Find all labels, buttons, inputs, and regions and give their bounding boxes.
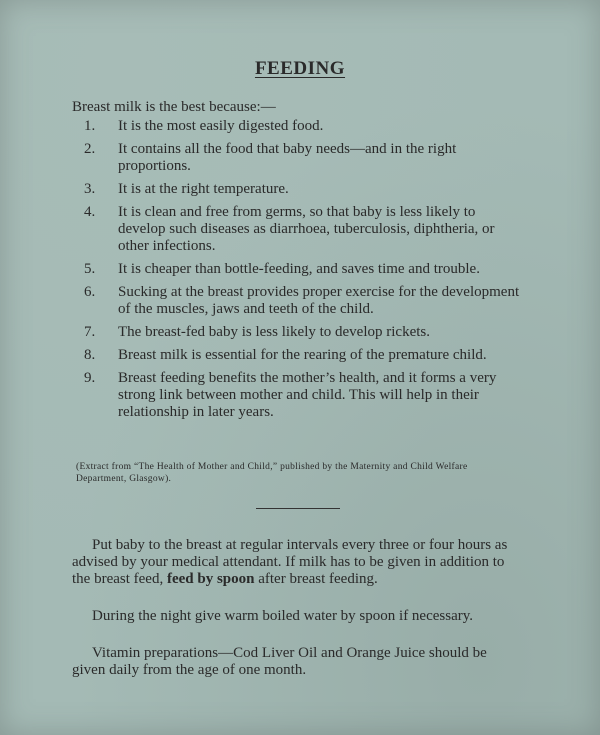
list-item: 3. It is at the right temperature. bbox=[84, 181, 289, 197]
reasons-list bbox=[84, 118, 524, 427]
feed-by-spoon-emphasis: feed by spoon bbox=[166, 571, 255, 587]
list-item: 4. It is clean and free from germs, so that baby is less likely to develop such diseases as diarrhoea, tuberculosis, diphtheria, or other infections. bbox=[84, 204, 495, 254]
citation-note: (Extract from “The Health of Mother and Child,” published by the Maternity and Child Welfare Department, Glasgow). bbox=[76, 462, 468, 484]
list-item: 7. The breast-fed baby is less likely to develop rickets. bbox=[84, 324, 430, 340]
list-item: 9. Breast feeding benefits the mother’s health, and it forms a very strong link between mother and child. This will help in their relationship in later years. bbox=[84, 370, 497, 420]
list-item: 6. Sucking at the breast provides proper exercise for the development of the muscles, jaws and teeth of the child. bbox=[84, 284, 520, 317]
feeding-instructions-paragraph: Put baby to the breast at regular intervals every three or four hours as advised by your medical attendant. If milk has to be given in addition to the breast feed, feed by spoon after breast feeding. bbox=[72, 537, 508, 587]
divider-line bbox=[256, 508, 340, 509]
list-item: 5. It is cheaper than bottle-feeding, and saves time and trouble. bbox=[84, 261, 480, 277]
list-item: 8. Breast milk is essential for the rearing of the premature child. bbox=[84, 347, 487, 363]
intro-text: Breast milk is the best because:— bbox=[72, 99, 276, 115]
page-title: FEEDING bbox=[254, 58, 346, 79]
list-item: 2. It contains all the food that baby needs—and in the right proportions. bbox=[84, 141, 457, 174]
vitamin-paragraph: Vitamin preparations—Cod Liver Oil and Orange Juice should be given daily from the age of one month. bbox=[72, 645, 487, 678]
night-feeding-paragraph: During the night give warm boiled water by spoon if necessary. bbox=[92, 608, 474, 624]
list-item: 1. It is the most easily digested food. bbox=[84, 118, 324, 134]
